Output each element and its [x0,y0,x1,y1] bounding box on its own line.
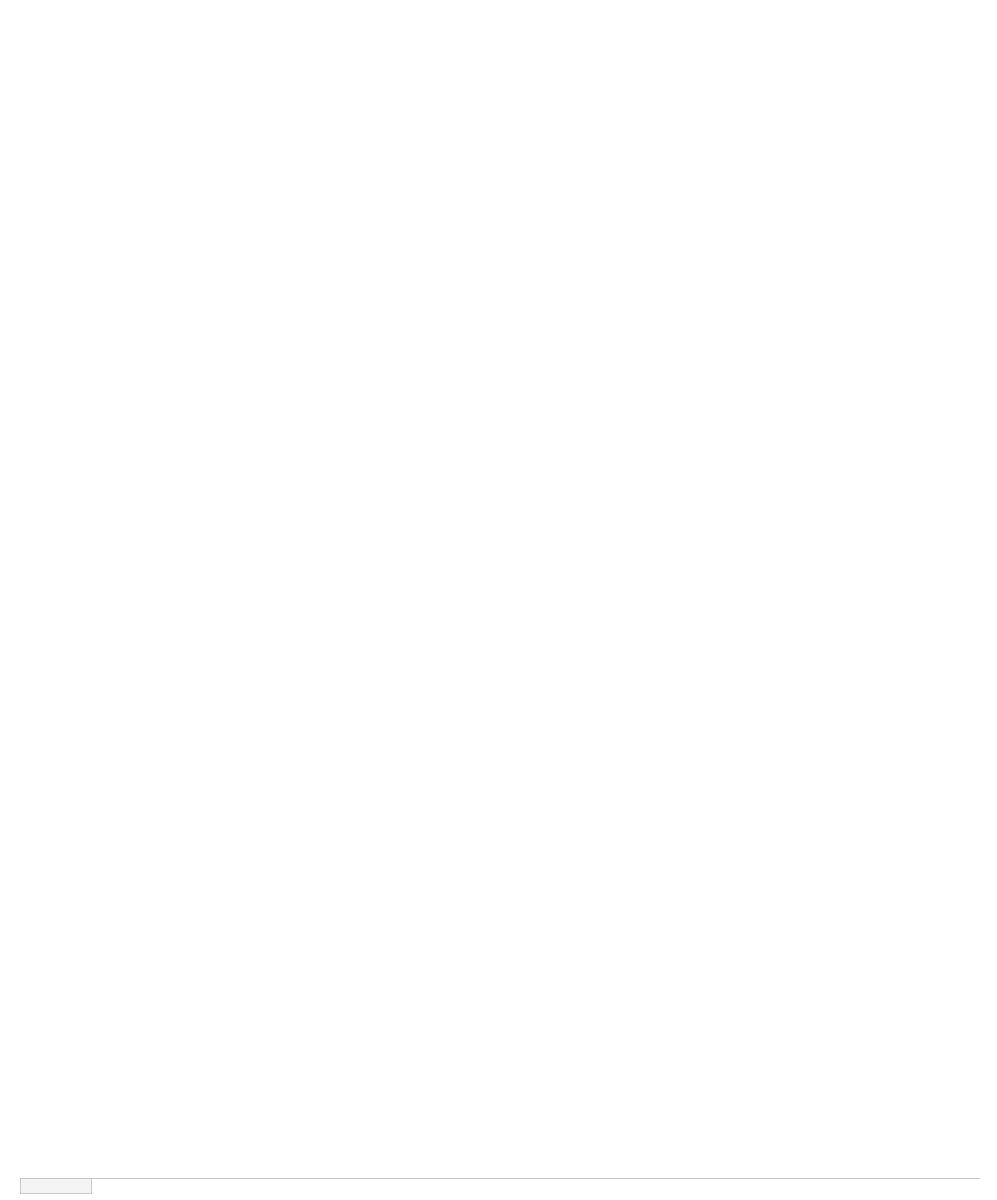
sheet-tab[interactable] [20,1178,92,1194]
row-clip-mask [20,567,980,574]
sheet-tab-bar [90,1178,980,1179]
